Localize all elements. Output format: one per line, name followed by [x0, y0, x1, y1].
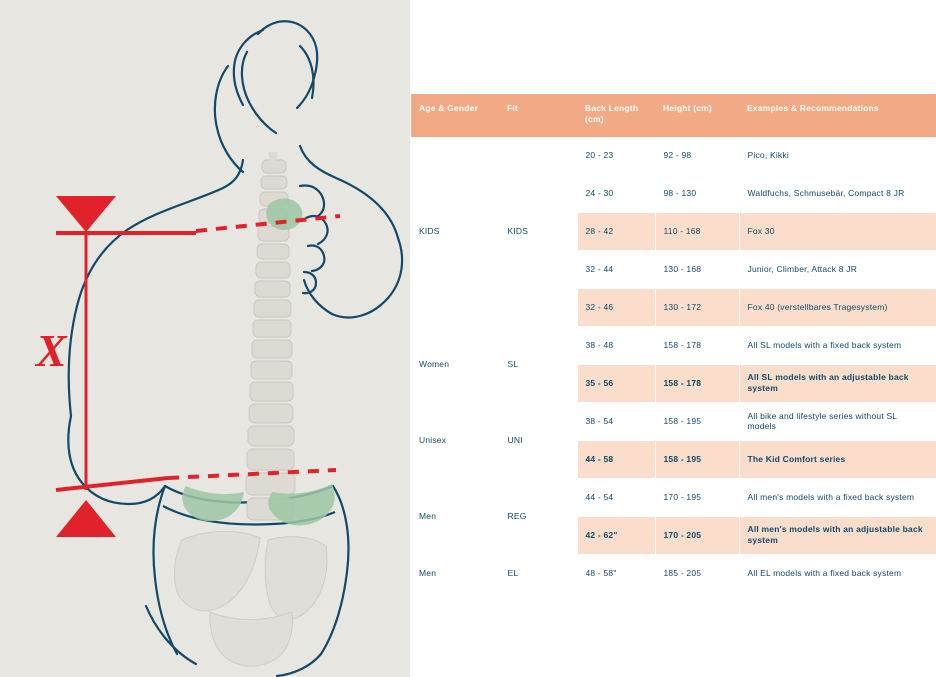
- cell-height: 185 - 205: [655, 554, 739, 592]
- cell-examples: All EL models with a fixed back system: [739, 554, 936, 592]
- cell-back-length: 32 - 44: [577, 250, 655, 288]
- column-header-age-gender: Age & Gender: [411, 94, 499, 137]
- column-header-examples: Examples & Recommendations: [739, 94, 936, 137]
- cell-height: 158 - 195: [655, 402, 739, 440]
- cell-examples: Fox 40 (verstellbares Tragesystem): [739, 288, 936, 326]
- cell-back-length: 38 - 54: [577, 402, 655, 440]
- cell-examples: Fox 30: [739, 212, 936, 250]
- cell-examples: Waldfuchs, Schmusebär, Compact 8 JR: [739, 174, 936, 212]
- cell-height: 170 - 195: [655, 478, 739, 516]
- column-header-fit: Fit: [499, 94, 577, 137]
- table-body: [411, 137, 936, 593]
- cell-height: 92 - 98: [655, 137, 739, 175]
- table-row: [411, 326, 936, 364]
- cell-examples: All men's models with an adjustable back system: [739, 516, 936, 554]
- cell-height: 158 - 178: [655, 364, 739, 402]
- cell-examples: All SL models with a fixed back system: [739, 326, 936, 364]
- cell-fit: KIDS: [499, 137, 577, 327]
- cell-fit: EL: [499, 554, 577, 592]
- cell-height: 130 - 168: [655, 250, 739, 288]
- table-row: [411, 137, 936, 175]
- cell-examples: Junior, Climber, Attack 8 JR: [739, 250, 936, 288]
- cell-examples: All SL models with an adjustable back system: [739, 364, 936, 402]
- table-header-row: [411, 94, 936, 137]
- cell-examples: All men's models with a fixed back system: [739, 478, 936, 516]
- cell-back-length: 44 - 58: [577, 440, 655, 478]
- measurement-label-x: X: [36, 325, 67, 376]
- table-row: [411, 478, 936, 516]
- cell-back-length: 24 - 30: [577, 174, 655, 212]
- cell-height: 158 - 195: [655, 440, 739, 478]
- cell-examples: All bike and lifestyle series without SL models: [739, 402, 936, 440]
- cell-back-length: 28 - 42: [577, 212, 655, 250]
- cell-back-length: 35 - 56: [577, 364, 655, 402]
- cell-back-length: 44 - 54: [577, 478, 655, 516]
- cell-age-gender: Men: [411, 554, 499, 592]
- cell-height: 170 - 205: [655, 516, 739, 554]
- anatomy-illustration-panel: [0, 0, 410, 677]
- cell-age-gender: KIDS: [411, 137, 499, 327]
- cell-examples: The Kid Comfort series: [739, 440, 936, 478]
- table-row: [411, 554, 936, 592]
- table-header: [411, 94, 936, 137]
- size-table: [411, 94, 936, 593]
- cell-height: 110 - 168: [655, 212, 739, 250]
- cell-height: 158 - 178: [655, 326, 739, 364]
- cell-fit: UNI: [499, 402, 577, 478]
- cell-age-gender: Women: [411, 326, 499, 402]
- cell-fit: SL: [499, 326, 577, 402]
- column-header-back-length: Back Length (cm): [577, 94, 655, 137]
- cell-back-length: 48 - 58": [577, 554, 655, 592]
- cell-back-length: 42 - 62": [577, 516, 655, 554]
- cell-back-length: 20 - 23: [577, 137, 655, 175]
- column-header-height: Height (cm): [655, 94, 739, 137]
- cell-back-length: 32 - 46: [577, 288, 655, 326]
- cell-fit: REG: [499, 478, 577, 554]
- cell-height: 130 - 172: [655, 288, 739, 326]
- table-row: [411, 402, 936, 440]
- cell-back-length: 38 - 48: [577, 326, 655, 364]
- cell-age-gender: Men: [411, 478, 499, 554]
- cell-age-gender: Unisex: [411, 402, 499, 478]
- cell-height: 98 - 130: [655, 174, 739, 212]
- size-table-container: [411, 94, 936, 593]
- cell-examples: Pico, Kikki: [739, 137, 936, 175]
